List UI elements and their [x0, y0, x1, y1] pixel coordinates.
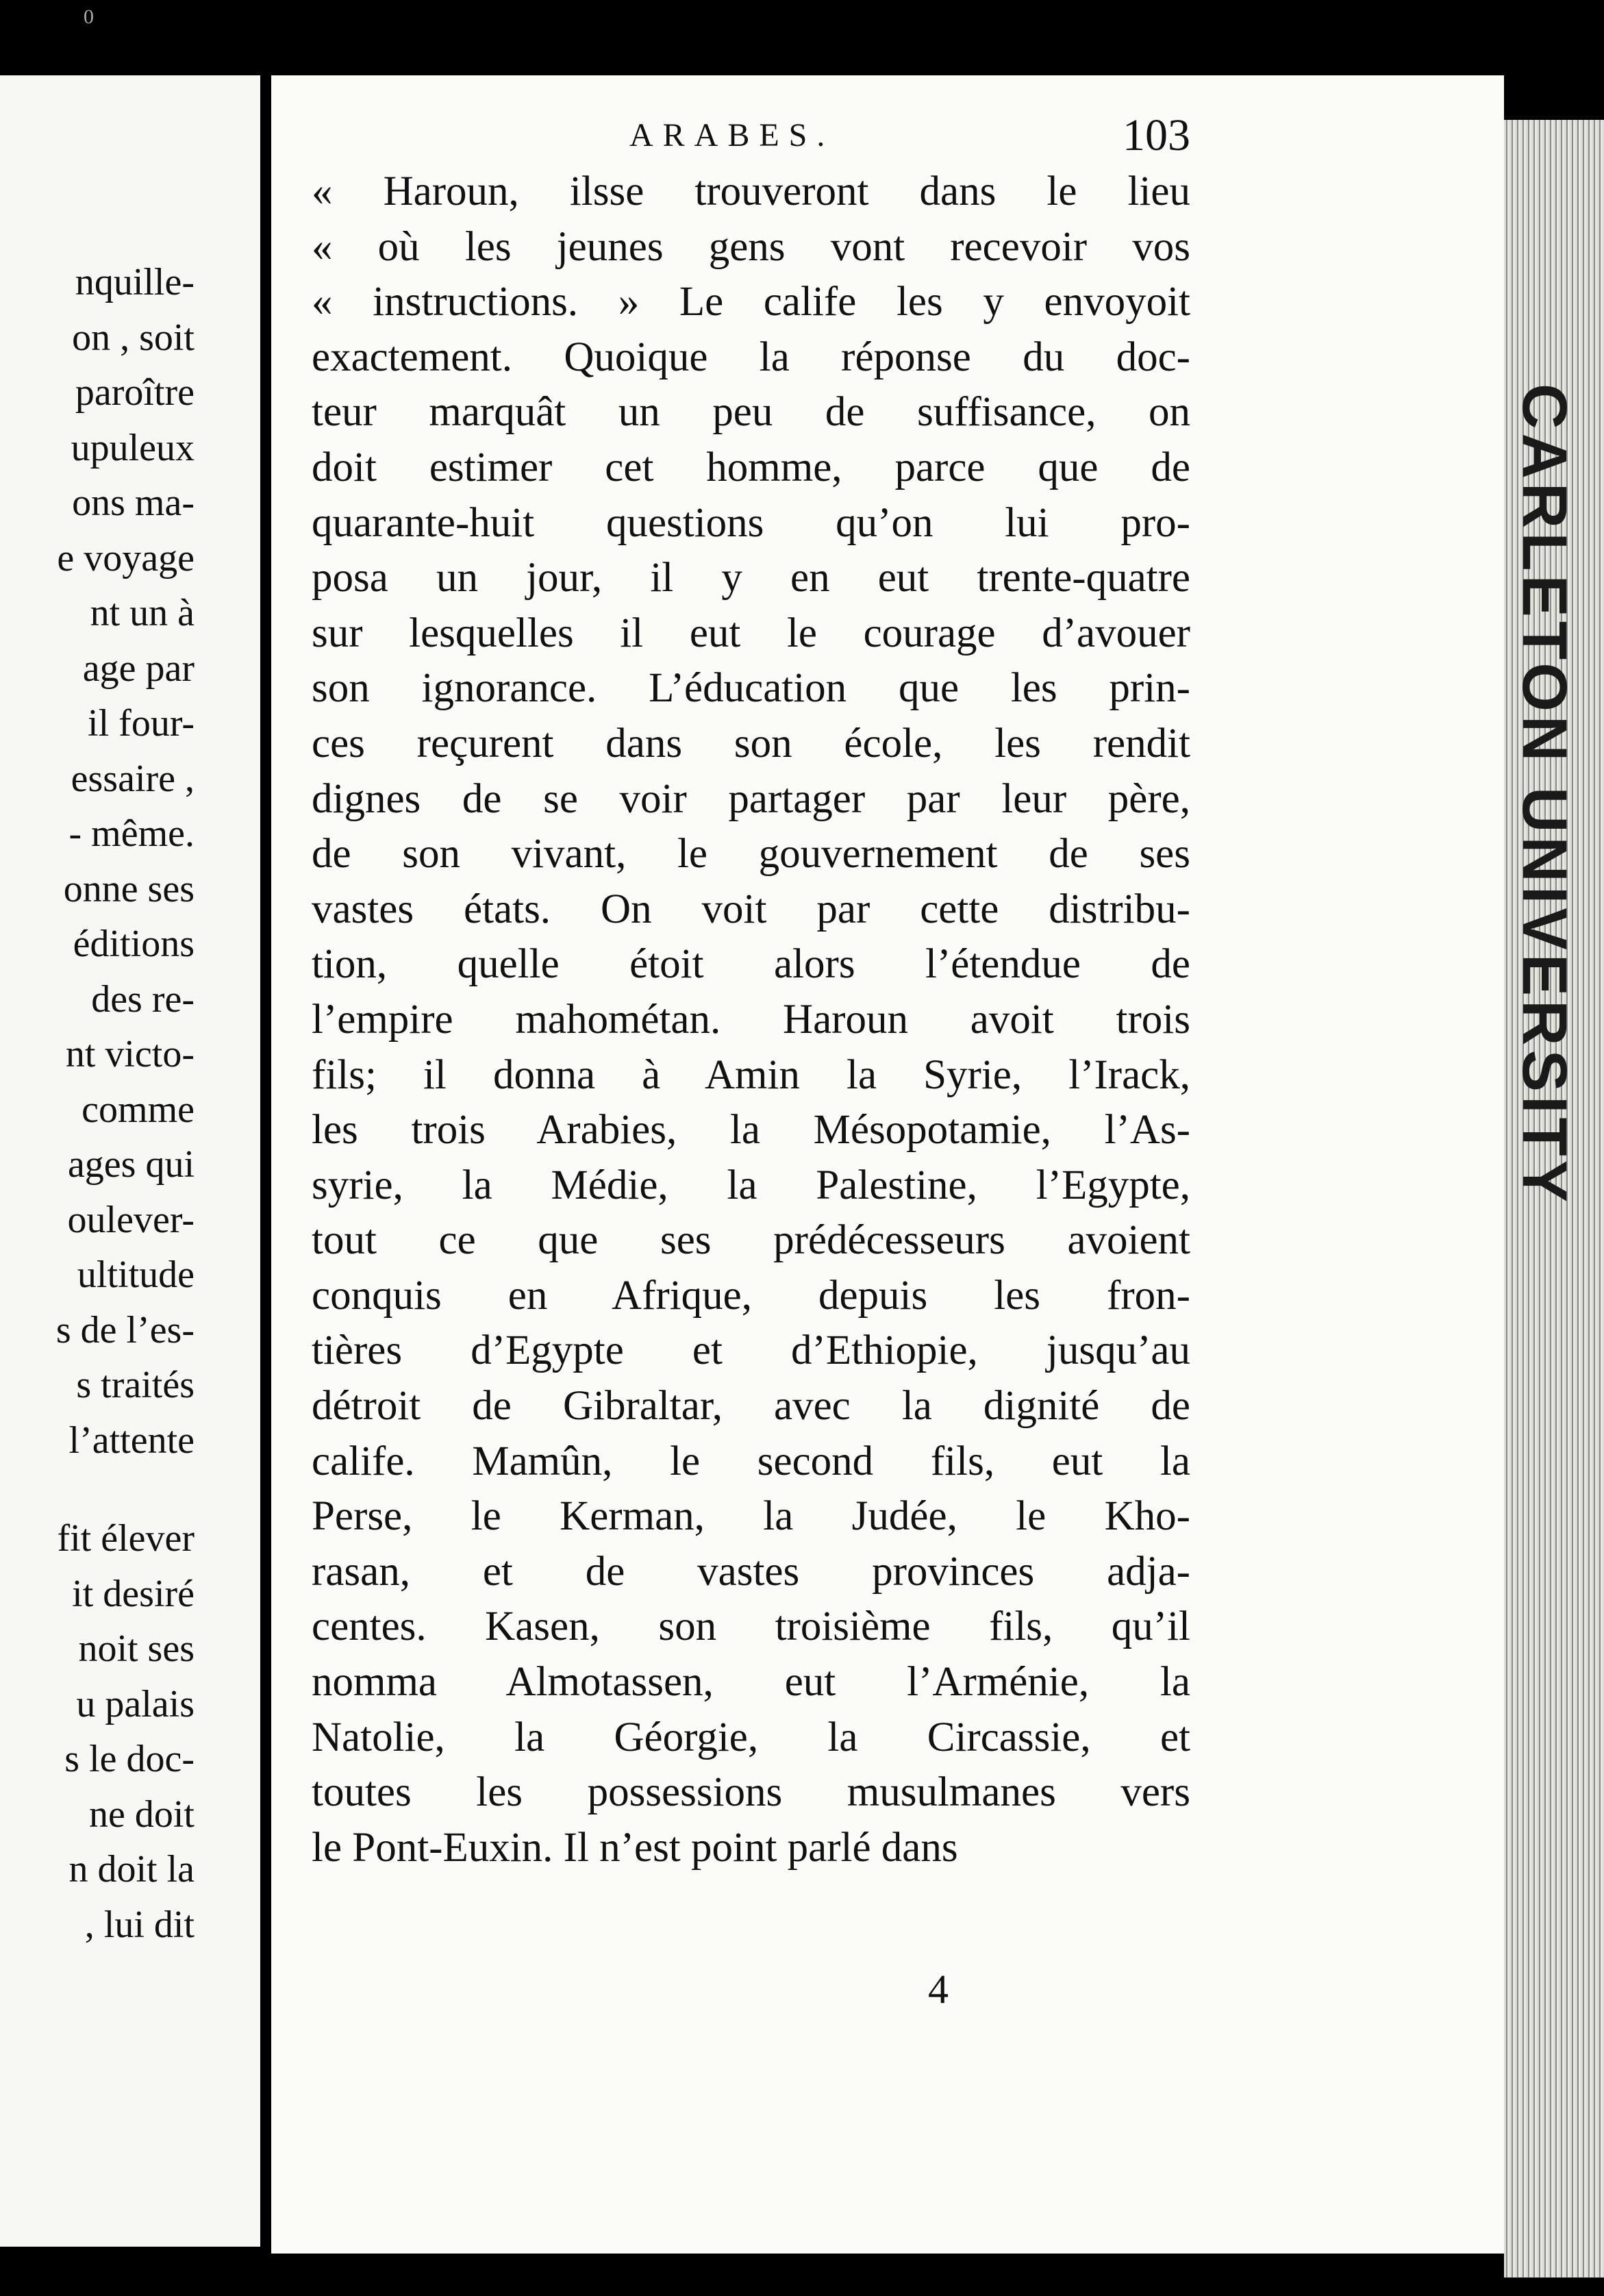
text-line: centes. Kasen, son troisième fils, qu’il [312, 1604, 1190, 1650]
previous-page-line: , lui dit [84, 1903, 195, 1946]
previous-page-line: paroître [75, 371, 195, 414]
previous-page-line: essaire , [71, 757, 195, 800]
text-line: conquis en Afrique, depuis les fron- [312, 1272, 1190, 1319]
text-line: teur marquât un peu de suffisance, on [312, 389, 1190, 436]
stray-mark: 0 [84, 5, 94, 28]
previous-page-line: nt un à [90, 592, 195, 634]
previous-page-line: ne doit [89, 1793, 195, 1836]
text-line: l’empire mahométan. Haroun avoit trois [312, 996, 1190, 1043]
text-line: vastes états. On voit par cette distribu- [312, 886, 1190, 932]
page-header [277, 110, 1190, 164]
previous-page-line: éditions [73, 923, 195, 965]
previous-page-line: des re- [91, 977, 195, 1021]
previous-page-line [56, 1468, 195, 1511]
previous-page-line: s traités [76, 1364, 195, 1406]
text-line: toutes les possessions musulmanes vers [312, 1769, 1190, 1816]
text-line: « Haroun, ilsse trouveront dans le lieu [312, 169, 1190, 214]
text-line: son ignorance. L’éducation que les prin- [312, 665, 1190, 712]
previous-page-line: oulever- [67, 1198, 195, 1241]
previous-page-line: s de l’es- [55, 1308, 195, 1351]
text-line: ces reçurent dans son école, les rendit [312, 720, 1190, 766]
previous-page-line: onne ses [63, 867, 195, 910]
text-line: syrie, la Médie, la Palestine, l’Egypte, [312, 1162, 1190, 1208]
previous-page-line: ages qui [67, 1143, 195, 1186]
text-line: doit estimer cet homme, parce que de [312, 444, 1190, 490]
previous-page-line: ons ma- [72, 482, 195, 524]
previous-page-line: nquille- [75, 261, 195, 303]
previous-page-line: s le doc- [64, 1738, 195, 1780]
previous-page-text [56, 255, 195, 1952]
text-line: tières d’Egypte et d’Ethiopie, jusqu’au [312, 1327, 1190, 1374]
previous-page-line: u palais [76, 1682, 195, 1725]
text-line: tout ce que ses prédécesseurs avoient [312, 1217, 1190, 1264]
page-body-text [312, 164, 1190, 1875]
previous-page-line: upuleux [71, 426, 195, 469]
text-line: fils; il donna à Amin la Syrie, l’Irack, [312, 1051, 1190, 1098]
previous-page-line: e voyage [57, 536, 195, 579]
previous-page-line: on , soit [72, 316, 195, 359]
text-line: calife. Mamûn, le second fils, eut la [312, 1438, 1190, 1484]
previous-page-line: comme [82, 1088, 195, 1131]
text-line: posa un jour, il y en eut trente-quatre [312, 555, 1190, 601]
text-line: exactement. Quoique la réponse du doc- [312, 334, 1190, 380]
text-line: Perse, le Kerman, la Judée, le Kho- [312, 1493, 1190, 1540]
previous-page-line: l’attente [68, 1419, 195, 1462]
previous-page-line: n doit la [68, 1848, 195, 1891]
previous-page-line: ultitude [77, 1253, 195, 1296]
library-stamp: CARLETON UNIVERSITY [1509, 384, 1579, 1207]
previous-page-line: fit élever [57, 1517, 195, 1560]
text-line: de son vivant, le gouvernement de ses [312, 831, 1190, 877]
previous-page-line: it desiré [72, 1572, 195, 1615]
previous-page-line: age par [82, 647, 195, 690]
text-line: « où les jeunes gens vont recevoir vos [312, 223, 1190, 270]
previous-page-line: - même. [68, 812, 195, 855]
signature-mark: 4 [928, 1967, 949, 2012]
page-number: 103 [1123, 110, 1190, 160]
text-line: rasan, et de vastes provinces adja- [312, 1548, 1190, 1595]
text-line: le Pont-Euxin. Il n’est point parlé dans [312, 1824, 958, 1871]
text-line: Natolie, la Géorgie, la Circassie, et [312, 1714, 1190, 1760]
text-line: tion, quelle étoit alors l’étendue de [312, 941, 1190, 988]
running-head: ARABES. [629, 117, 835, 153]
text-line: « instructions. » Le calife les y envoyoit [312, 279, 1190, 325]
text-line: sur lesquelles il eut le courage d’avouer [312, 610, 1190, 656]
previous-page-fragment [0, 75, 264, 2247]
text-line: dignes de se voir partager par leur père, [312, 775, 1190, 822]
previous-page-line: noit ses [78, 1627, 195, 1670]
previous-page-line: il four- [88, 702, 195, 745]
text-line: nomma Almotassen, eut l’Arménie, la [312, 1659, 1190, 1706]
text-line: quarante-huit questions qu’on lui pro- [312, 499, 1190, 546]
previous-page-line: nt victo- [65, 1033, 195, 1075]
text-line: détroit de Gibraltar, avec la dignité de [312, 1383, 1190, 1430]
text-line: les trois Arabies, la Mésopotamie, l’As- [312, 1107, 1190, 1153]
